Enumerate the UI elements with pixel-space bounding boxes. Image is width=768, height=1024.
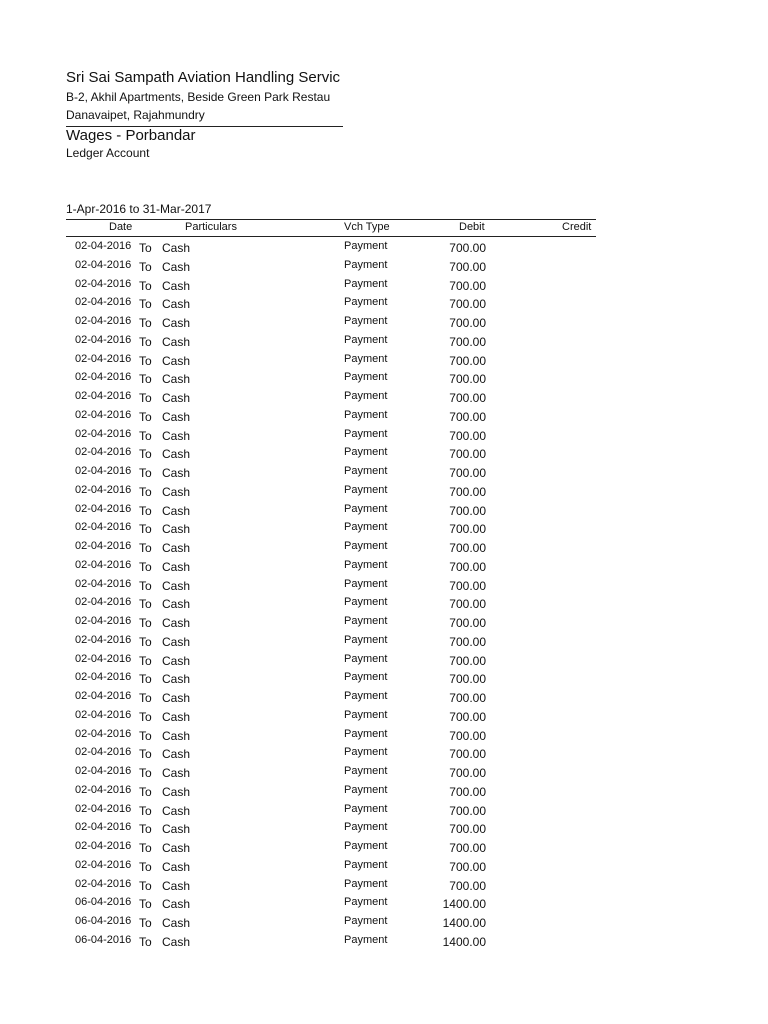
ledger-rows — [0, 238, 768, 951]
row-date: 02-04-2016 — [75, 521, 132, 534]
row-date: 02-04-2016 — [75, 558, 132, 571]
row-particulars: Cash — [162, 747, 191, 762]
row-to: To — [139, 916, 152, 930]
row-debit: 1400.00 — [442, 916, 486, 930]
row-particulars: Cash — [162, 634, 191, 649]
table-top-rule — [66, 219, 596, 220]
row-particulars: Cash — [162, 503, 191, 518]
row-vch-type: Payment — [344, 633, 388, 646]
row-particulars: Cash — [162, 653, 191, 668]
table-row — [0, 407, 768, 426]
row-particulars: Cash — [162, 728, 191, 743]
row-debit: 700.00 — [449, 466, 486, 480]
row-debit: 700.00 — [449, 428, 486, 443]
table-row — [0, 801, 768, 820]
row-to: To — [139, 747, 152, 762]
row-particulars: Cash — [162, 391, 191, 405]
row-date: 02-04-2016 — [75, 277, 132, 290]
row-vch-type: Payment — [344, 577, 388, 590]
row-vch-type: Payment — [344, 390, 388, 402]
table-row — [0, 726, 768, 745]
row-vch-type: Payment — [344, 858, 388, 871]
row-to: To — [139, 428, 152, 443]
row-date: 02-04-2016 — [75, 427, 132, 440]
table-row — [0, 238, 768, 257]
row-date: 02-04-2016 — [75, 483, 132, 496]
column-header-particulars: Particulars — [185, 221, 237, 233]
column-header-credit: Credit — [562, 221, 592, 233]
row-to: To — [139, 278, 152, 293]
row-date: 02-04-2016 — [75, 540, 132, 552]
column-header-rule — [66, 236, 596, 237]
row-date: 02-04-2016 — [75, 408, 132, 421]
row-debit: 700.00 — [449, 316, 486, 330]
table-row — [0, 332, 768, 351]
table-row — [0, 838, 768, 857]
row-date: 02-04-2016 — [75, 840, 132, 852]
row-particulars: Cash — [162, 541, 191, 555]
table-row — [0, 857, 768, 876]
row-particulars: Cash — [162, 409, 191, 424]
row-particulars: Cash — [162, 428, 191, 443]
row-vch-type: Payment — [344, 240, 388, 252]
table-row — [0, 782, 768, 801]
row-date: 02-04-2016 — [75, 296, 132, 309]
row-vch-type: Payment — [344, 258, 388, 271]
row-debit: 700.00 — [449, 353, 486, 368]
row-debit: 1400.00 — [442, 897, 486, 912]
row-particulars: Cash — [162, 784, 191, 799]
row-debit: 700.00 — [449, 784, 486, 799]
row-particulars: Cash — [162, 916, 191, 930]
row-particulars: Cash — [162, 897, 191, 912]
row-date: 02-04-2016 — [75, 315, 132, 327]
row-debit: 700.00 — [449, 409, 486, 424]
row-to: To — [139, 728, 152, 743]
row-particulars: Cash — [162, 859, 191, 874]
row-particulars: Cash — [162, 241, 191, 255]
row-debit: 700.00 — [449, 334, 486, 349]
row-to: To — [139, 484, 152, 499]
table-row — [0, 613, 768, 632]
row-debit: 700.00 — [449, 578, 486, 593]
table-row — [0, 819, 768, 838]
row-debit: 700.00 — [449, 841, 486, 855]
row-vch-type: Payment — [344, 652, 388, 665]
row-debit: 700.00 — [449, 597, 486, 612]
row-to: To — [139, 709, 152, 724]
table-row — [0, 876, 768, 895]
row-to: To — [139, 859, 152, 874]
row-debit: 700.00 — [449, 653, 486, 668]
row-to: To — [139, 878, 152, 893]
row-debit: 700.00 — [449, 372, 486, 387]
table-row — [0, 313, 768, 332]
table-row — [0, 594, 768, 613]
row-vch-type: Payment — [344, 933, 388, 946]
row-date: 02-04-2016 — [75, 390, 132, 402]
row-vch-type: Payment — [344, 596, 388, 609]
row-vch-type: Payment — [344, 840, 388, 852]
row-to: To — [139, 297, 152, 312]
row-vch-type: Payment — [344, 615, 388, 627]
row-vch-type: Payment — [344, 727, 388, 740]
row-to: To — [139, 672, 152, 687]
row-particulars: Cash — [162, 259, 191, 274]
row-vch-type: Payment — [344, 465, 388, 477]
row-particulars: Cash — [162, 766, 191, 780]
row-date: 02-04-2016 — [75, 333, 132, 346]
row-particulars: Cash — [162, 841, 191, 855]
row-date: 02-04-2016 — [75, 821, 132, 834]
row-vch-type: Payment — [344, 446, 388, 459]
row-date: 06-04-2016 — [75, 896, 132, 909]
row-date: 02-04-2016 — [75, 877, 132, 890]
row-date: 02-04-2016 — [75, 671, 132, 684]
table-row — [0, 913, 768, 932]
row-date: 06-04-2016 — [75, 915, 132, 927]
row-vch-type: Payment — [344, 821, 388, 834]
row-date: 02-04-2016 — [75, 258, 132, 271]
row-to: To — [139, 841, 152, 855]
table-row — [0, 744, 768, 763]
row-particulars: Cash — [162, 372, 191, 387]
table-row — [0, 351, 768, 370]
table-row — [0, 669, 768, 688]
table-row — [0, 501, 768, 520]
row-date: 02-04-2016 — [75, 783, 132, 796]
row-to: To — [139, 391, 152, 405]
row-debit: 700.00 — [449, 709, 486, 724]
row-debit: 700.00 — [449, 541, 486, 555]
period-range: 1-Apr-2016 to 31-Mar-2017 — [66, 202, 212, 216]
row-vch-type: Payment — [344, 427, 388, 440]
column-header-vch-type: Vch Type — [344, 221, 390, 233]
row-particulars: Cash — [162, 672, 191, 687]
row-to: To — [139, 803, 152, 818]
row-debit: 700.00 — [449, 766, 486, 780]
row-particulars: Cash — [162, 822, 191, 837]
row-date: 02-04-2016 — [75, 746, 132, 759]
row-particulars: Cash — [162, 316, 191, 330]
row-particulars: Cash — [162, 353, 191, 368]
row-to: To — [139, 372, 152, 387]
row-to: To — [139, 653, 152, 668]
row-to: To — [139, 466, 152, 480]
row-to: To — [139, 259, 152, 274]
row-debit: 700.00 — [449, 859, 486, 874]
row-date: 06-04-2016 — [75, 933, 132, 946]
row-to: To — [139, 784, 152, 799]
row-to: To — [139, 409, 152, 424]
row-vch-type: Payment — [344, 371, 388, 384]
row-date: 02-04-2016 — [75, 240, 132, 252]
address-line-1: B-2, Akhil Apartments, Beside Green Park Restau — [66, 90, 331, 104]
row-to: To — [139, 316, 152, 330]
row-particulars: Cash — [162, 878, 191, 893]
row-vch-type: Payment — [344, 408, 388, 421]
row-to: To — [139, 353, 152, 368]
table-row — [0, 294, 768, 313]
column-header-date: Date — [109, 221, 133, 233]
row-debit: 700.00 — [449, 447, 486, 462]
row-to: To — [139, 334, 152, 349]
row-date: 02-04-2016 — [75, 690, 132, 702]
row-to: To — [139, 522, 152, 537]
table-row — [0, 651, 768, 670]
row-vch-type: Payment — [344, 315, 388, 327]
row-vch-type: Payment — [344, 277, 388, 290]
row-date: 02-04-2016 — [75, 596, 132, 609]
row-date: 02-04-2016 — [75, 727, 132, 740]
row-debit: 700.00 — [449, 559, 486, 574]
row-debit: 700.00 — [449, 278, 486, 293]
row-particulars: Cash — [162, 616, 191, 630]
row-date: 02-04-2016 — [75, 765, 132, 777]
row-vch-type: Payment — [344, 483, 388, 496]
row-particulars: Cash — [162, 278, 191, 293]
row-to: To — [139, 578, 152, 593]
table-row — [0, 894, 768, 913]
row-date: 02-04-2016 — [75, 446, 132, 459]
row-date: 02-04-2016 — [75, 502, 132, 515]
row-date: 02-04-2016 — [75, 858, 132, 871]
row-to: To — [139, 766, 152, 780]
row-vch-type: Payment — [344, 765, 388, 777]
row-particulars: Cash — [162, 691, 191, 705]
row-particulars: Cash — [162, 297, 191, 312]
row-debit: 700.00 — [449, 391, 486, 405]
table-row — [0, 388, 768, 407]
address-line-2: Danavaipet, Rajahmundry — [66, 108, 205, 122]
row-vch-type: Payment — [344, 352, 388, 365]
row-particulars: Cash — [162, 559, 191, 574]
row-debit: 700.00 — [449, 503, 486, 518]
row-to: To — [139, 597, 152, 612]
row-particulars: Cash — [162, 934, 191, 949]
company-name: Sri Sai Sampath Aviation Handling Servic — [66, 69, 341, 86]
table-row — [0, 557, 768, 576]
table-row — [0, 576, 768, 595]
row-to: To — [139, 934, 152, 949]
row-particulars: Cash — [162, 447, 191, 462]
table-row — [0, 519, 768, 538]
row-date: 02-04-2016 — [75, 371, 132, 384]
row-particulars: Cash — [162, 522, 191, 537]
row-debit: 700.00 — [449, 822, 486, 837]
row-particulars: Cash — [162, 334, 191, 349]
table-row — [0, 276, 768, 295]
row-debit: 700.00 — [449, 241, 486, 255]
row-vch-type: Payment — [344, 558, 388, 571]
table-row — [0, 482, 768, 501]
row-date: 02-04-2016 — [75, 352, 132, 365]
row-particulars: Cash — [162, 578, 191, 593]
table-row — [0, 426, 768, 445]
row-date: 02-04-2016 — [75, 633, 132, 646]
ledger-subtitle: Ledger Account — [66, 146, 150, 160]
row-debit: 1400.00 — [442, 934, 486, 949]
row-to: To — [139, 541, 152, 555]
row-debit: 700.00 — [449, 672, 486, 687]
row-to: To — [139, 897, 152, 912]
row-to: To — [139, 503, 152, 518]
row-vch-type: Payment — [344, 690, 388, 702]
row-vch-type: Payment — [344, 540, 388, 552]
row-vch-type: Payment — [344, 746, 388, 759]
row-debit: 700.00 — [449, 616, 486, 630]
row-particulars: Cash — [162, 709, 191, 724]
row-to: To — [139, 241, 152, 255]
table-row — [0, 932, 768, 951]
table-row — [0, 463, 768, 482]
row-debit: 700.00 — [449, 484, 486, 499]
row-particulars: Cash — [162, 484, 191, 499]
row-debit: 700.00 — [449, 634, 486, 649]
row-debit: 700.00 — [449, 728, 486, 743]
row-date: 02-04-2016 — [75, 708, 132, 721]
row-vch-type: Payment — [344, 296, 388, 309]
row-vch-type: Payment — [344, 333, 388, 346]
row-vch-type: Payment — [344, 708, 388, 721]
table-row — [0, 763, 768, 782]
row-vch-type: Payment — [344, 877, 388, 890]
row-date: 02-04-2016 — [75, 652, 132, 665]
table-row — [0, 707, 768, 726]
row-debit: 700.00 — [449, 878, 486, 893]
row-date: 02-04-2016 — [75, 802, 132, 815]
table-row — [0, 369, 768, 388]
table-row — [0, 632, 768, 651]
row-to: To — [139, 634, 152, 649]
row-to: To — [139, 559, 152, 574]
row-vch-type: Payment — [344, 783, 388, 796]
row-debit: 700.00 — [449, 297, 486, 312]
row-to: To — [139, 616, 152, 630]
table-row — [0, 257, 768, 276]
row-debit: 700.00 — [449, 691, 486, 705]
column-header-debit: Debit — [459, 221, 485, 233]
row-particulars: Cash — [162, 803, 191, 818]
row-debit: 700.00 — [449, 803, 486, 818]
row-debit: 700.00 — [449, 747, 486, 762]
table-row — [0, 688, 768, 707]
row-vch-type: Payment — [344, 521, 388, 534]
row-debit: 700.00 — [449, 259, 486, 274]
row-vch-type: Payment — [344, 896, 388, 909]
row-date: 02-04-2016 — [75, 615, 132, 627]
row-to: To — [139, 822, 152, 837]
row-vch-type: Payment — [344, 671, 388, 684]
row-debit: 700.00 — [449, 522, 486, 537]
row-vch-type: Payment — [344, 915, 388, 927]
table-row — [0, 444, 768, 463]
row-vch-type: Payment — [344, 802, 388, 815]
table-row — [0, 538, 768, 557]
row-vch-type: Payment — [344, 502, 388, 515]
ledger-name: Wages - Porbandar — [66, 127, 196, 144]
row-particulars: Cash — [162, 597, 191, 612]
row-date: 02-04-2016 — [75, 465, 132, 477]
row-to: To — [139, 447, 152, 462]
row-particulars: Cash — [162, 466, 191, 480]
row-to: To — [139, 691, 152, 705]
row-date: 02-04-2016 — [75, 577, 132, 590]
